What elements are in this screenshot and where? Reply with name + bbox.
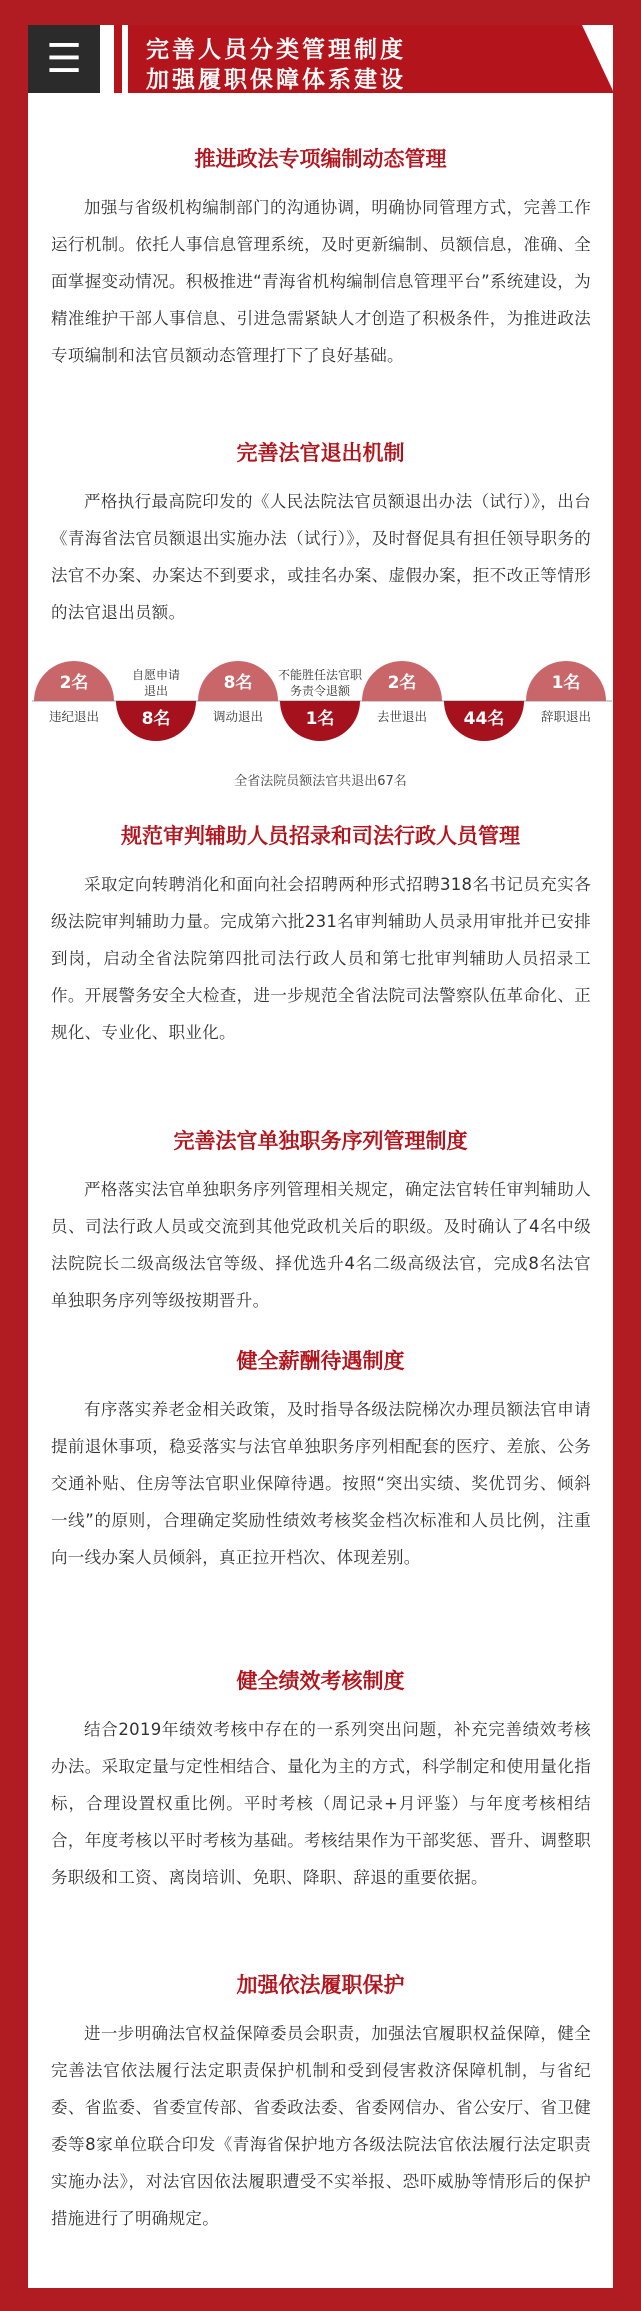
exit-label-line1: 不能胜任法官职 xyxy=(277,668,363,682)
article-page xyxy=(28,25,613,2288)
exit-count: 1名 xyxy=(551,673,581,693)
exit-label: 调动退出 xyxy=(212,709,264,724)
section-heading: 完善法官退出机制 xyxy=(236,441,405,465)
section-paragraph: 进一步明确法官权益保障委员会职责，加强法官履职权益保障，健全完善法官依法履行法定职责保护机制和受到侵害救济保障机制，与省纪委、省监委、省委宣传部、省委政法委、省委网信办、省公安厅、省卫健委等8家单位联合印发《青海省保护地方各级法院法官依法履行法定职责实施办法》，对法官因依法履职遭受不实举报、恐吓威胁等情形后的保护措施进行了明确规定。 xyxy=(51,2024,591,2228)
exit-diagram xyxy=(32,661,612,841)
section-paragraph: 严格执行最高院印发的《人民法院法官员额退出办法（试行）》，出台《青海省法官员额退出实施办法（试行）》，及时督促具有担任领导职务的法官不办案、办案达不到要求，或挂名办案、虚假办案，拒不改正等情形的法官退出员额。 xyxy=(51,492,591,622)
section-heading: 规范审判辅助人员招录和司法行政人员管理 xyxy=(121,824,520,848)
section-heading: 推进政法专项编制动态管理 xyxy=(194,147,447,171)
exit-count: 2名 xyxy=(59,673,89,693)
exit-label: 辞职退出 xyxy=(540,709,592,724)
section-paragraph: 有序落实养老金相关政策，及时指导各级法院梯次办理员额法官申请提前退休事项，稳妥落实与法官单独职务序列相配套的医疗、差旅、公务交通补贴、住房等法官职业保障待遇。按照“突出实绩、奖优罚劣、倾斜一线”的原则，合理确定奖励性绩效考核奖金档次标准和人员比例，注重向一线办案人员倾斜，真正拉开档次、体现差别。 xyxy=(51,1400,591,1567)
exit-count: 44名 xyxy=(463,709,505,729)
banner-title-line2: 加强履职保障体系建设 xyxy=(146,67,406,93)
section-paragraph: 采取定向转聘消化和面向社会招聘两种形式招聘318名书记员充实各级法院审判辅助力量。完成第六批231名审判辅助人员录用审批并已安排到岗，启动全省法院第四批司法行政人员和第七批审判辅助人员招录工作。开展警务安全大检查，进一步规范全省法院司法警察队伍革命化、正规化、专业化、职业化。 xyxy=(51,875,591,1042)
exit-total-caption: 全省法院员额法官共退出67名 xyxy=(234,774,407,789)
section-banner xyxy=(28,25,613,104)
exit-count: 8名 xyxy=(141,709,171,729)
section-heading: 健全绩效考核制度 xyxy=(236,1669,405,1693)
section-paragraph: 严格落实法官单独职务序列管理相关规定，确定法官转任审判辅助人员、司法行政人员或交流到其他党政机关后的职级。及时确认了4名中级法院院长二级高级法官等级、择优选升4名二级高级法官，完成8名法官单独职务序列等级按期晋升。 xyxy=(51,1180,591,1310)
section-heading: 加强依法履职保护 xyxy=(236,1973,405,1997)
section-number-badge: ☰ xyxy=(28,25,100,93)
section-heading: 完善法官单独职务序列管理制度 xyxy=(173,1129,468,1153)
exit-label-line2: 退出 xyxy=(143,684,169,698)
exit-count: 8名 xyxy=(223,673,253,693)
exit-count: 1名 xyxy=(305,709,335,729)
banner-title-line1: 完善人员分类管理制度 xyxy=(146,37,406,63)
exit-label-line2: 务责令退额 xyxy=(289,684,351,698)
exit-label: 去世退出 xyxy=(376,709,428,724)
exit-count: 2名 xyxy=(387,673,417,693)
section-heading: 健全薪酬待遇制度 xyxy=(236,1349,405,1373)
exit-label: 违纪退出 xyxy=(48,709,100,724)
exit-label-line1: 自愿申请 xyxy=(131,668,181,682)
section-paragraph: 结合2019年绩效考核中存在的一系列突出问题，补充完善绩效考核办法。采取定量与定性相结合、量化为主的方式，科学制定和使用量化指标，合理设置权重比例。平时考核（周记录+月评鉴）与年度考核相结合，年度考核以平时考核为基础。考核结果作为干部奖惩、晋升、调整职务职级和工资、离岗培训、免职、降职、辞退的重要依据。 xyxy=(51,1720,591,1887)
section-paragraph: 加强与省级机构编制部门的沟通协调，明确协同管理方式，完善工作运行机制。依托人事信息管理系统，及时更新编制、员额信息，准确、全面掌握变动情况。积极推进“青海省机构编制信息管理平台”系统建设，为精准维护干部人事信息、引进急需紧缺人才创造了积极条件，为推进政法专项编制和法官员额动态管理打下了良好基础。 xyxy=(51,198,591,365)
